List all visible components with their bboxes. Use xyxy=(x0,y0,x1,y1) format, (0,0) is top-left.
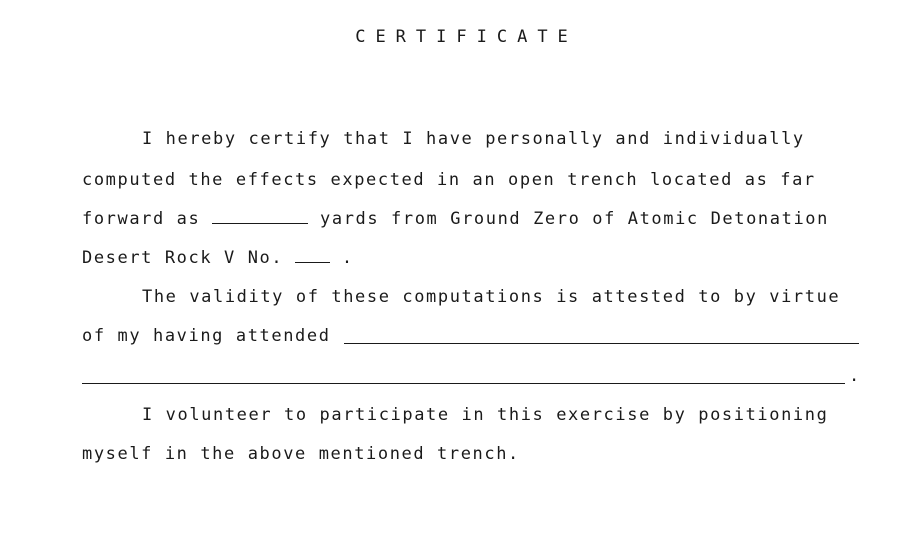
desert-rock-text: Desert Rock V No. xyxy=(82,248,284,268)
forward-as-text: forward as xyxy=(82,209,201,229)
yards-from-ground-zero-text: yards from Ground Zero of Atomic Detonation xyxy=(320,209,829,229)
certificate-title: CERTIFICATE xyxy=(355,27,578,47)
paragraph-3-line-2: myself in the above mentioned trench. xyxy=(82,444,520,464)
paragraph-1-line-1: I hereby certify that I have personally and individually xyxy=(142,129,805,149)
detonation-number-blank-field[interactable] xyxy=(295,247,330,263)
paragraph-1-line-3 xyxy=(82,208,829,229)
paragraph-2-line-1: The validity of these computations is attested to by virtue xyxy=(142,287,841,307)
yards-blank-field[interactable] xyxy=(212,208,308,224)
paragraph-1-line-2: computed the effects expected in an open trench located as far xyxy=(82,170,816,190)
paragraph-2-line-2: of my having attended xyxy=(82,326,331,346)
continuation-period: . xyxy=(849,366,860,386)
paragraph-1-line-4 xyxy=(82,247,354,268)
paragraph-3-line-1: I volunteer to participate in this exercise by positioning xyxy=(142,405,829,425)
line-4-period: . xyxy=(341,248,354,268)
attended-continuation-blank-field[interactable] xyxy=(82,383,845,384)
attended-blank-field[interactable] xyxy=(344,343,859,344)
